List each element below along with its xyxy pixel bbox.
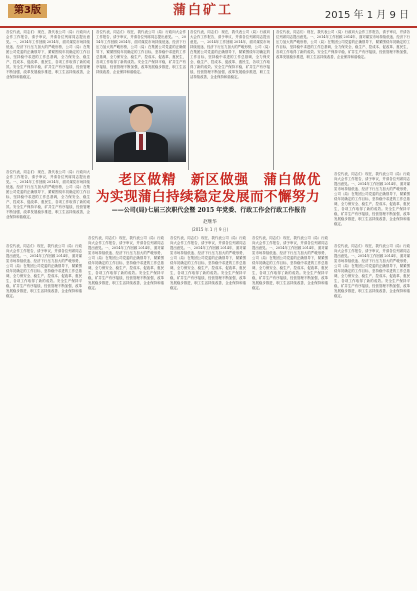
newspaper-logo: 蒲白矿工 <box>172 3 233 18</box>
page-number-label: 第3版 <box>8 4 47 18</box>
article-body-col-e: 各位代表，同志们：现在，我代表公司（局）行政向大会作工作报告，请予审议，并请各位列席同志提出意见。一、2014年工作回顾 2014年，面对煤炭市场持续低迷、经济下行压力加大的严峻形势，公司（局）在集团公司党委的正确领导下，紧紧围绕年初确定的工作目标，坚持稳中求进的工作总基调，全力保安全、稳生产、控成本、促改革、惠民生，各项工作取得了新的成效。安全生产保持平稳，矿井生产有序接续，经营管理不断加强，改革发展稳步推进，职工生活持续改善，企业保持和谐稳定。 <box>334 244 410 298</box>
headline-subtitle: ——公司(局)七届三次职代会暨 2015 年党委、行政工作会行政工作报告 <box>111 207 307 214</box>
article-body-col-a: 各位代表，同志们：现在，我代表公司（局）行政向大会作工作报告，请予审议，并请各位列席同志提出意见。一、2014年工作回顾 2014年，面对煤炭市场持续低迷、经济下行压力加大的严峻形势，公司（局）在集团公司党委的正确领导下，紧紧围绕年初确定的工作目标，坚持稳中求进的工作总基调，全力保安全、稳生产、控成本、促改革、惠民生，各项工作取得了新的成效。安全生产保持平稳，矿井生产有序接续，经营管理不断加强，改革发展稳步推进，职工生活持续改善，企业保持和谐稳定。 <box>6 244 82 298</box>
main-headline-line-2: 为实现蒲白持续稳定发展而不懈努力 <box>96 189 320 205</box>
article-pub-date: (2015 年 1 月 9 日) <box>191 227 229 232</box>
column-rule <box>92 30 93 170</box>
article-column-1: 各位代表，同志们：现在，我代表公司（局）行政向大会作工作报告，请予审议，并请各位列席同志提出意见。一、2014年工作回顾 2014年，面对煤炭市场持续低迷、经济下行压力加大的严峻形势，公司（局）在集团公司党委的正确领导下，紧紧围绕年初确定的工作目标，坚持稳中求进的工作总基调，全力保安全、稳生产、控成本、促改革、惠民生，各项工作取得了新的成效。安全生产保持平稳，矿井生产有序接续，经营管理不断加强，改革发展稳步推进，职工生活持续改善，企业保持和谐稳定。 <box>6 30 90 79</box>
masthead <box>0 0 417 28</box>
column-rule <box>273 30 274 170</box>
article-author: 赵继华 <box>203 220 217 225</box>
article-body-col-d: 各位代表，同志们：现在，我代表公司（局）行政向大会作工作报告，请予审议，并请各位列席同志提出意见。一、2014年工作回顾 2014年，面对煤炭市场持续低迷、经济下行压力加大的严峻形势，公司（局）在集团公司党委的正确领导下，紧紧围绕年初确定的工作目标，坚持稳中求进的工作总基调，全力保安全、稳生产、控成本、促改革、惠民生，各项工作取得了新的成效。安全生产保持平稳，矿井生产有序接续，经营管理不断加强，改革发展稳步推进，职工生活持续改善，企业保持和谐稳定。 <box>252 236 328 290</box>
column-rule <box>188 30 189 170</box>
article-column-4-top: 各位代表，同志们：现在，我代表公司（局）行政向大会作工作报告，请予审议，并请各位列席同志提出意见。一、2014年工作回顾 2014年，面对煤炭市场持续低迷、经济下行压力加大的严峻形势，公司（局）在集团公司党委的正确领导下，紧紧围绕年初确定的工作目标，坚持稳中求进的工作总基调，全力保安全、稳生产、控成本、促改革、惠民生，各项工作取得了新的成效。安全生产保持平稳，矿井生产有序接续，经营管理不断加强，改革发展稳步推进，职工生活持续改善，企业保持和谐稳定。 <box>276 30 410 59</box>
main-headline-line-1: 老区做精 新区做强 蒲白做优 <box>118 172 322 188</box>
article-body-col-b: 各位代表，同志们：现在，我代表公司（局）行政向大会作工作报告，请予审议，并请各位列席同志提出意见。一、2014年工作回顾 2014年，面对煤炭市场持续低迷、经济下行压力加大的严峻形势，公司（局）在集团公司党委的正确领导下，紧紧围绕年初确定的工作目标，坚持稳中求进的工作总基调，全力保安全、稳生产、控成本、促改革、惠民生，各项工作取得了新的成效。安全生产保持平稳，矿井生产有序接续，经营管理不断加强，改革发展稳步推进，职工生活持续改善，企业保持和谐稳定。 <box>88 236 164 290</box>
article-column-1-lower: 各位代表，同志们：现在，我代表公司（局）行政向大会作工作报告，请予审议，并请各位列席同志提出意见。一、2014年工作回顾 2014年，面对煤炭市场持续低迷、经济下行压力加大的严峻形势，公司（局）在集团公司党委的正确领导下，紧紧围绕年初确定的工作目标，坚持稳中求进的工作总基调，全力保安全、稳生产、控成本、促改革、惠民生，各项工作取得了新的成效。安全生产保持平稳，矿井生产有序接续，经营管理不断加强，改革发展稳步推进，职工生活持续改善，企业保持和谐稳定。 <box>6 170 90 219</box>
article-body-col-c: 各位代表，同志们：现在，我代表公司（局）行政向大会作工作报告，请予审议，并请各位列席同志提出意见。一、2014年工作回顾 2014年，面对煤炭市场持续低迷、经济下行压力加大的严峻形势，公司（局）在集团公司党委的正确领导下，紧紧围绕年初确定的工作目标，坚持稳中求进的工作总基调，全力保安全、稳生产、控成本、促改革、惠民生，各项工作取得了新的成效。安全生产保持平稳，矿井生产有序接续，经营管理不断加强，改革发展稳步推进，职工生活持续改善，企业保持和谐稳定。 <box>170 236 246 290</box>
issue-date: 2015 年 1 月 9 日 <box>324 10 409 21</box>
article-column-3-top: 各位代表，同志们：现在，我代表公司（局）行政向大会作工作报告，请予审议，并请各位列席同志提出意见。一、2014年工作回顾 2014年，面对煤炭市场持续低迷、经济下行压力加大的严峻形势，公司（局）在集团公司党委的正确领导下，紧紧围绕年初确定的工作目标，坚持稳中求进的工作总基调，全力保安全、稳生产、控成本、促改革、惠民生，各项工作取得了新的成效。安全生产保持平稳，矿井生产有序接续，经营管理不断加强，改革发展稳步推进，职工生活持续改善，企业保持和谐稳定。 <box>190 30 270 79</box>
speaker-photo <box>96 96 186 162</box>
article-column-5-mid: 各位代表，同志们：现在，我代表公司（局）行政向大会作工作报告，请予审议，并请各位列席同志提出意见。一、2014年工作回顾 2014年，面对煤炭市场持续低迷、经济下行压力加大的严峻形势，公司（局）在集团公司党委的正确领导下，紧紧围绕年初确定的工作目标，坚持稳中求进的工作总基调，全力保安全、稳生产、控成本、促改革、惠民生，各项工作取得了新的成效。安全生产保持平稳，矿井生产有序接续，经营管理不断加强，改革发展稳步推进，职工生活持续改善，企业保持和谐稳定。 <box>334 172 410 226</box>
article-column-2-top: 各位代表，同志们：现在，我代表公司（局）行政向大会作工作报告，请予审议，并请各位列席同志提出意见。一、2014年工作回顾 2014年，面对煤炭市场持续低迷、经济下行压力加大的严峻形势，公司（局）在集团公司党委的正确领导下，紧紧围绕年初确定的工作目标，坚持稳中求进的工作总基调，全力保安全、稳生产、控成本、促改革、惠民生，各项工作取得了新的成效。安全生产保持平稳，矿井生产有序接续，经营管理不断加强，改革发展稳步推进，职工生活持续改善，企业保持和谐稳定。 <box>96 30 186 74</box>
